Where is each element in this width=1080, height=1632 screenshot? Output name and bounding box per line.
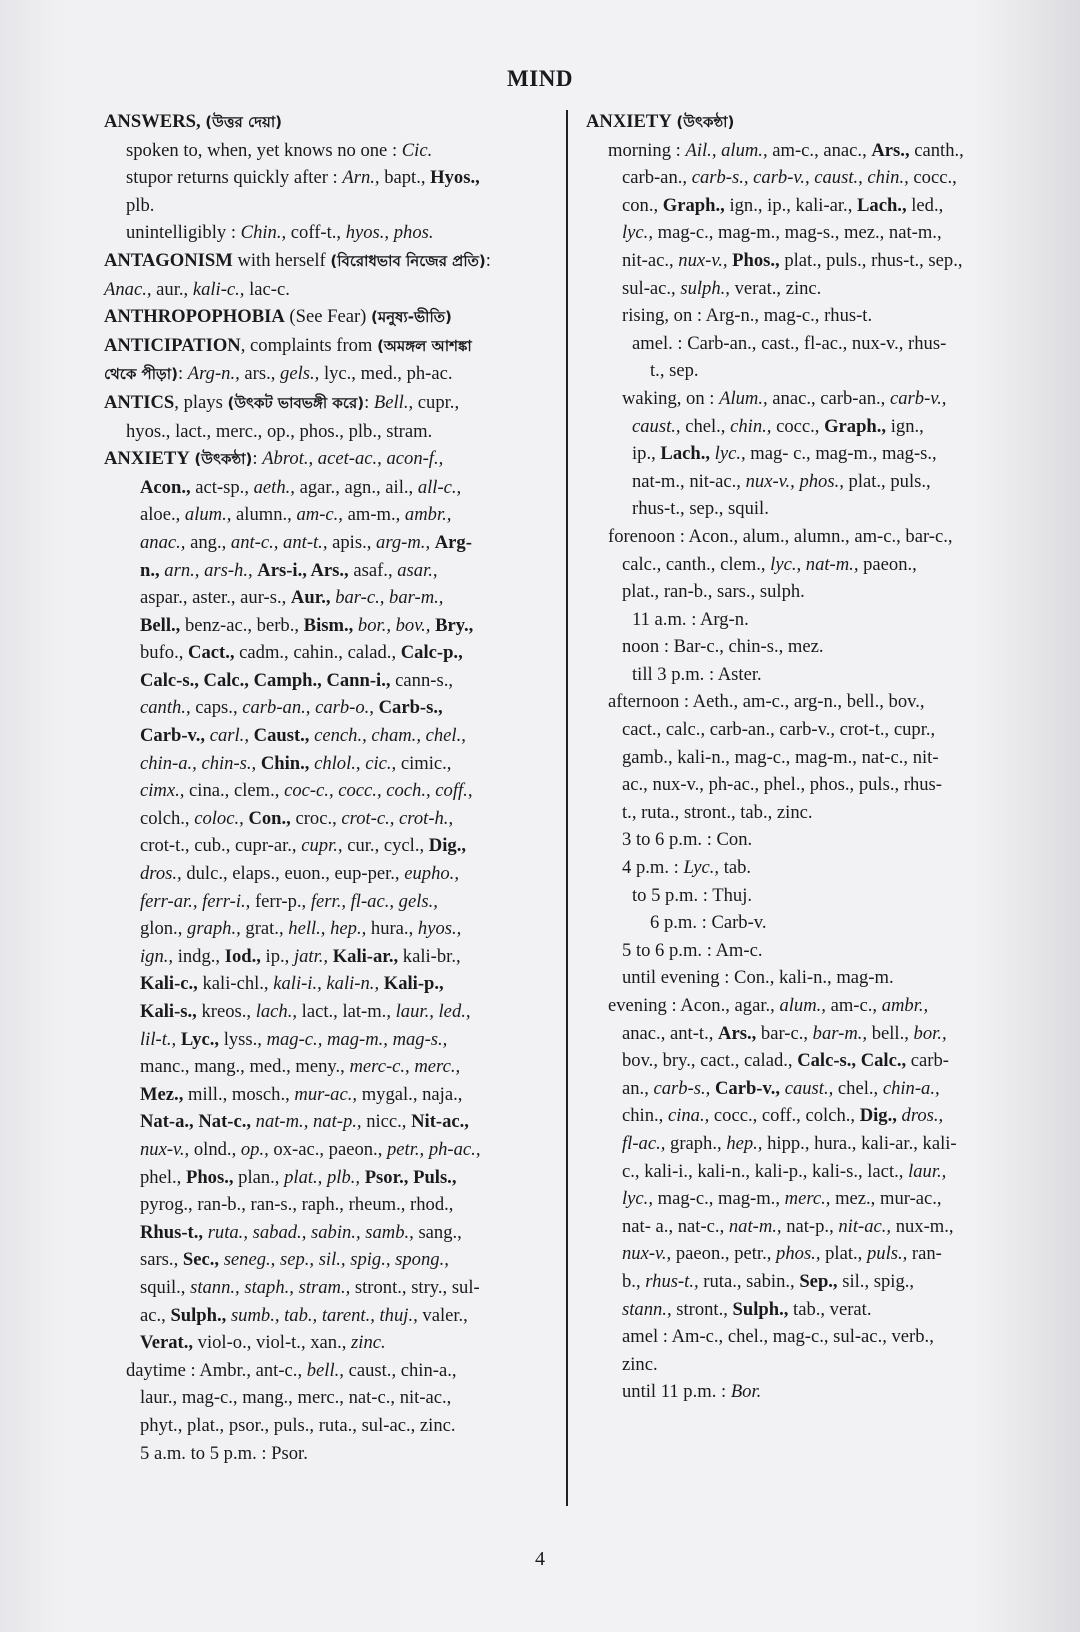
entry-line: rising, on : Arg-n., mag-c., rhus-t. [622,305,873,327]
entry-line: cimx., cina., clem., coc-c., cocc., coch., coff., [140,780,473,802]
entry-line: Calc-s., Calc., Camph., Cann-i., cann-s., [140,669,453,691]
entry-line: sars., Sec., seneg., sep., sil., spig., spong., [140,1249,449,1271]
entry-line: anac., ang., ant-c., ant-t., apis., arg-m., Arg- [140,531,472,553]
entry-line: canth., caps., carb-an., carb-o., Carb-s., [140,697,443,719]
entry-line: an., carb-s., Carb-v., caust., chel., chin-a., [622,1077,940,1099]
entry-line: 6 p.m. : Carb-v. [650,912,767,934]
entry-line: Bell., benz-ac., berb., Bism., bor., bov., Bry., [140,614,474,636]
entry-line: ANTICS, plays (উৎকট ভাবভঙ্গী করে): Bell., cupr., [104,391,460,413]
entry-line: aspar., aster., aur-s., Aur., bar-c., bar-m., [140,587,444,609]
entry-line: carb-an., carb-s., carb-v., caust., chin., cocc., [622,167,957,189]
entry-line: Acon., act-sp., aeth., agar., agn., ail., all-c., [140,476,462,498]
entry-line: 11 a.m. : Arg-n. [632,608,749,630]
entry-line: con., Graph., ign., ip., kali-ar., Lach., led., [622,194,944,216]
entry-line: 3 to 6 p.m. : Con. [622,829,753,851]
entry-line: 5 a.m. to 5 p.m. : Psor. [140,1442,308,1464]
entry-line: chin., cina., cocc., coff., colch., Dig., dros., [622,1105,944,1127]
entry-line: pyrog., ran-b., ran-s., raph., rheum., rhod., [140,1194,454,1216]
entry-line: bov., bry., cact., calad., Calc-s., Calc., carb- [622,1050,949,1072]
entry-line: ANSWERS, (উত্তর দেয়া) [104,111,283,132]
entry-line: laur., mag-c., mang., merc., nat-c., nit-ac., [140,1387,452,1409]
entry-line: bufo., Cact., cadm., cahin., calad., Calc-p., [140,642,463,664]
entry-line: 4 p.m. : Lyc., tab. [622,857,752,879]
entry-line: ip., Lach., lyc., mag- c., mag-m., mag-s., [632,443,937,465]
entry-line: ANTAGONISM with herself (বিরোধভাব নিজের প্রতি): [104,249,491,271]
page-title: MIND [507,66,573,91]
entry-line: ANXIETY (উৎকন্ঠা): Abrot., acet-ac., acon-f., [104,448,444,470]
entry-line: until 11 p.m. : Bor. [622,1381,762,1403]
entry-line: Kali-s., kreos., lach., lact., lat-m., laur., led., [140,1001,471,1022]
entry-line: nat- a., nat-c., nat-m., nat-p., nit-ac., nux-m., [622,1215,954,1237]
entry-line: till 3 p.m. : Aster. [632,663,762,685]
entry-line: plb. [126,194,155,216]
entry-line: noon : Bar-c., chin-s., mez. [622,636,824,658]
entry-line: crot-t., cub., cupr-ar., cupr., cur., cycl., Dig., [140,835,466,857]
entry-line: থেকে পীড়া): Arg-n., ars., gels., lyc., med., ph-ac. [104,363,453,385]
entry-line: glon., graph., grat., hell., hep., hura., hyos., [140,918,462,940]
entry-line: sul-ac., sulph., verat., zinc. [622,277,822,299]
entry-line: ferr-ar., ferr-i., ferr-p., ferr., fl-ac., gels., [140,890,438,912]
entry-line: nux-v., paeon., petr., phos., plat., puls., ran- [622,1243,942,1265]
entry-line: colch., coloc., Con., croc., crot-c., crot-h., [140,807,454,829]
entry-line: gamb., kali-n., mag-c., mag-m., nat-c., nit- [622,746,939,768]
entry-line: ANXIETY (উৎকন্ঠা) [586,111,735,132]
entry-line: t., sep. [650,360,699,382]
right-column [586,108,1034,1406]
entry-line: until evening : Con., kali-n., mag-m. [622,967,894,989]
entry-line: nit-ac., nux-v., Phos., plat., puls., rhus-t., sep., [622,249,963,271]
entry-line: to 5 p.m. : Thuj. [632,884,753,906]
entry-line: daytime : Ambr., ant-c., bell., caust., chin-a., [126,1359,457,1381]
entry-line: lyc., mag-c., mag-m., mag-s., mez., nat-m., [622,222,942,244]
entry-line: phyt., plat., psor., puls., ruta., sul-ac., zinc. [140,1414,456,1436]
entry-line: manc., mang., med., meny., merc-c., merc., [140,1056,461,1078]
entry-line: stann., stront., Sulph., tab., verat. [622,1298,872,1320]
entry-line: 5 to 6 p.m. : Am-c. [622,939,763,961]
entry-line: phel., Phos., plan., plat., plb., Psor., Puls., [140,1166,457,1188]
entry-line: morning : Ail., alum., am-c., anac., Ars., canth., [608,139,964,161]
page-number: 4 [535,1548,545,1570]
entry-line: hyos., lact., merc., op., phos., plb., stram. [126,420,433,442]
entry-line: Rhus-t., ruta., sabad., sabin., samb., sang., [140,1221,462,1243]
left-column [104,108,552,1467]
entry-line: c., kali-i., kali-n., kali-p., kali-s., lact., laur., [622,1160,947,1182]
entry-line: Verat., viol-o., viol-t., xan., zinc. [140,1332,386,1354]
entry-line: ANTHROPOPHOBIA (See Fear) (মনুষ্য-ভীতি) [104,306,452,328]
entry-line: nux-v., olnd., op., ox-ac., paeon., petr., ph-ac., [140,1138,481,1160]
entry-line: calc., canth., clem., lyc., nat-m., paeon., [622,553,917,575]
entry-line: cact., calc., carb-an., carb-v., crot-t., cupr., [622,719,936,741]
entry-line: plat., ran-b., sars., sulph. [622,581,805,603]
entry-line: fl-ac., graph., hep., hipp., hura., kali-ar., kali- [622,1132,957,1154]
entry-line: unintelligibly : Chin., coff-t., hyos., phos. [126,222,434,244]
entry-line: chin-a., chin-s., Chin., chlol., cic., cimic., [140,752,452,774]
entry-line: ac., nux-v., ph-ac., phel., phos., puls., rhus- [622,774,942,796]
entry-line: n., arn., ars-h., Ars-i., Ars., asaf., asar., [140,559,438,581]
entry-line: spoken to, when, yet knows no one : Cic. [126,139,433,161]
entry-line: squil., stann., staph., stram., stront., stry., sul- [140,1276,480,1298]
entry-line: Nat-a., Nat-c., nat-m., nat-p., nicc., Nit-ac., [140,1111,469,1133]
entry-line: waking, on : Alum., anac., carb-an., carb-v., [622,387,947,409]
entry-line: anac., ant-t., Ars., bar-c., bar-m., bell., bor., [622,1022,947,1044]
entry-line: ign., indg., Iod., ip., jatr., Kali-ar., kali-br., [140,945,461,967]
entry-line: lil-t., Lyc., lyss., mag-c., mag-m., mag-s., [140,1028,448,1050]
entry-line: Mez., mill., mosch., mur-ac., mygal., naja., [140,1083,463,1105]
entry-line: rhus-t., sep., squil. [632,498,769,520]
entry-line: amel. : Carb-an., cast., fl-ac., nux-v., rhus- [632,332,947,354]
entry-line: forenoon : Acon., alum., alumn., am-c., bar-c., [608,525,953,547]
entry-line: evening : Acon., agar., alum., am-c., ambr., [608,995,929,1016]
entry-line: t., ruta., stront., tab., zinc. [622,801,813,823]
entry-line: b., rhus-t., ruta., sabin., Sep., sil., spig., [622,1270,915,1292]
entry-line: Carb-v., carl., Caust., cench., cham., chel., [140,725,466,747]
entry-line: aloe., alum., alumn., am-c., am-m., ambr., [140,504,452,526]
entry-line: lyc., mag-c., mag-m., merc., mez., mur-ac., [622,1188,942,1210]
entry-line: nat-m., nit-ac., nux-v., phos., plat., puls., [632,470,931,492]
entry-line: amel : Am-c., chel., mag-c., sul-ac., verb., [622,1326,934,1348]
entry-line: dros., dulc., elaps., euon., eup-per., eupho., [140,863,459,885]
entry-line: ANTICIPATION, complaints from (অমঙ্গল আশঙ্কা [104,334,472,356]
entry-line: Kali-c., kali-chl., kali-i., kali-n., Kali-p., [140,973,444,995]
entry-line: ac., Sulph., sumb., tab., tarent., thuj., valer., [140,1304,468,1326]
column-divider [566,110,568,1506]
entry-line: afternoon : Aeth., am-c., arg-n., bell., bov., [608,691,925,713]
entry-line: stupor returns quickly after : Arn., bapt., Hyos., [126,167,480,189]
entry-line: caust., chel., chin., cocc., Graph., ign., [632,415,924,437]
entry-line: zinc. [622,1353,658,1375]
entry-line: Anac., aur., kali-c., lac-c. [104,278,290,300]
